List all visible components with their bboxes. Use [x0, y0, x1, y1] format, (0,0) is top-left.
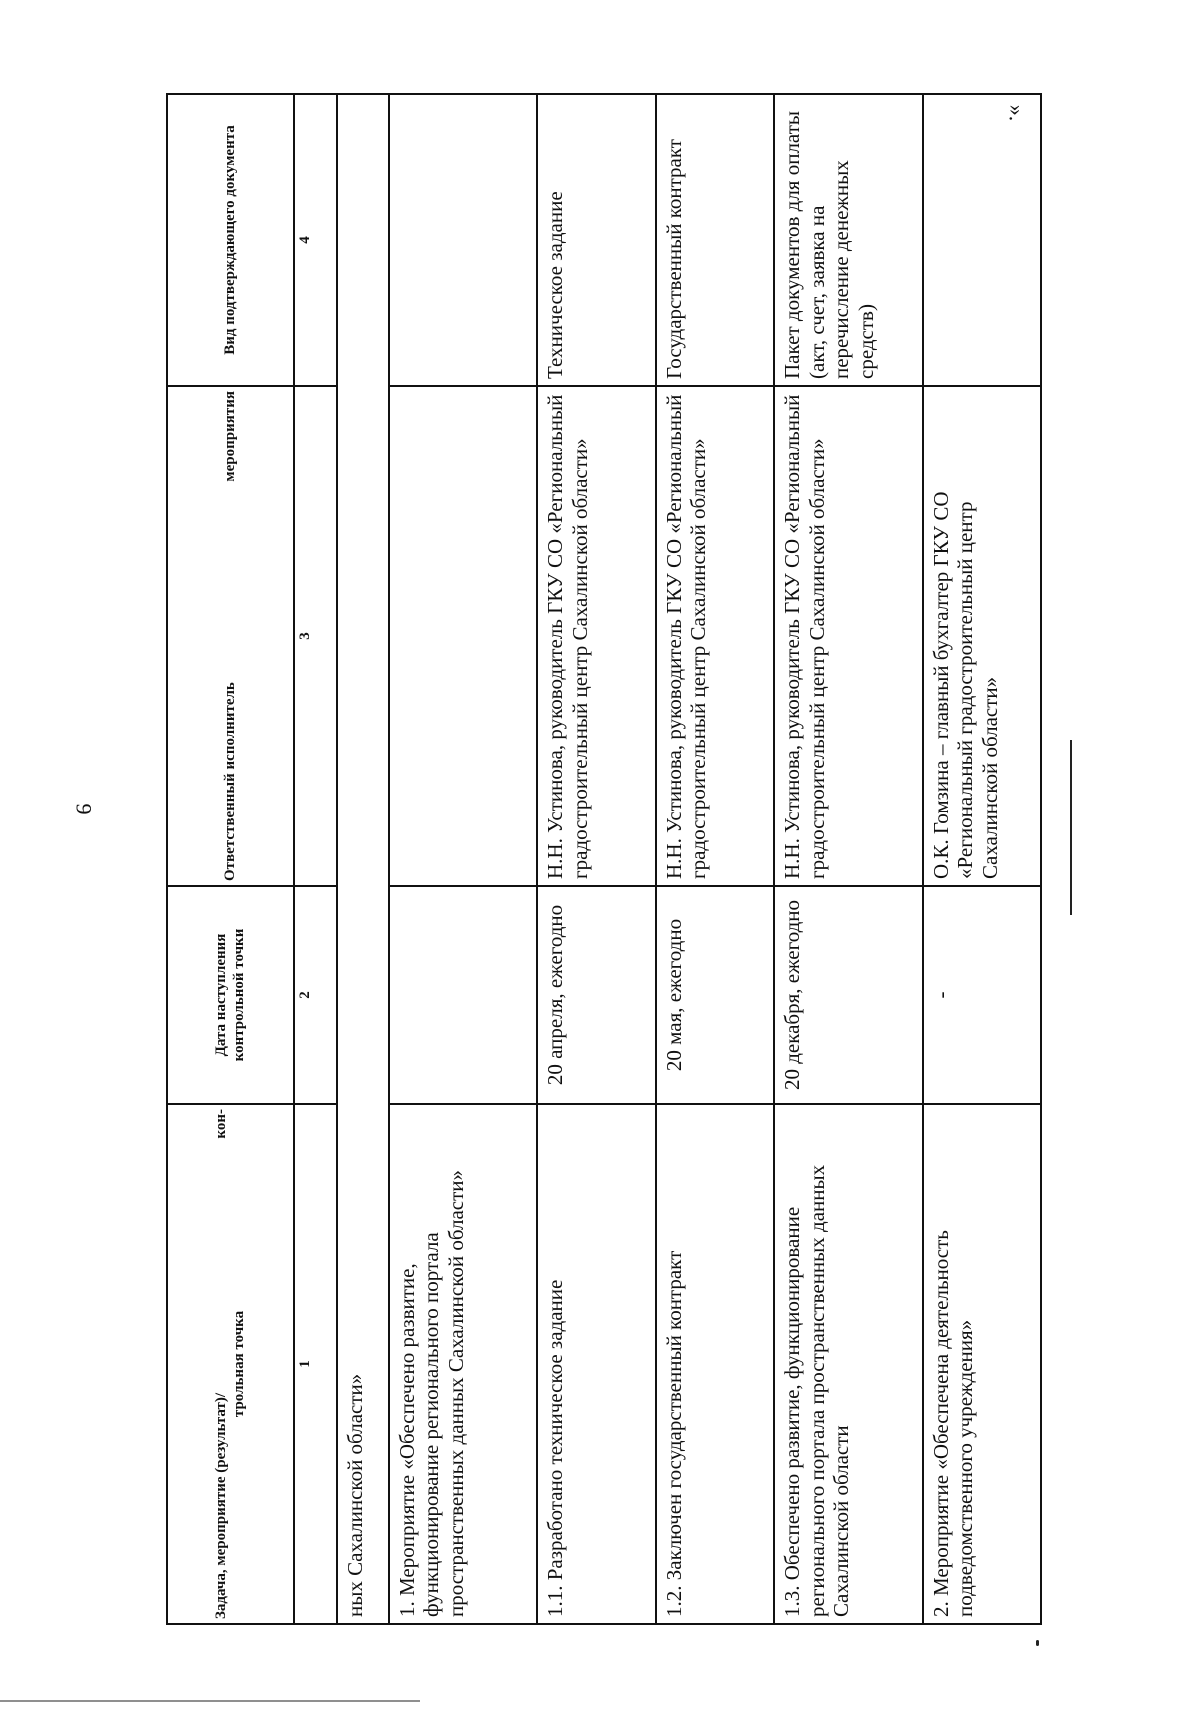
row-date: -	[923, 886, 1041, 1104]
header-task-part-c: трольная точка	[230, 1310, 247, 1418]
header-executor-part-a: Ответственный исполнитель	[221, 682, 238, 881]
row-executor	[389, 386, 538, 886]
table-row	[537, 94, 655, 1624]
section-row	[337, 94, 389, 1624]
row-task: 1.1. Разработано техническое задание	[537, 1104, 655, 1624]
row-document: Пакет документов для оплаты (акт, счет, заявка на перечисление денежных средств)	[774, 94, 923, 386]
section-continuation: ных Сахалинской области»	[337, 94, 389, 1624]
header-task-part-b: кон-	[212, 1109, 229, 1139]
row-date: 20 декабря, ежегодно	[774, 886, 923, 1104]
column-number: 2	[294, 886, 337, 1104]
column-number: 3	[294, 386, 337, 886]
row-date	[389, 886, 538, 1104]
header-document: Вид подтверждающего документа	[167, 94, 294, 386]
column-number: 1	[294, 1104, 337, 1624]
page-number: 9	[71, 803, 97, 815]
row-executor: О.К. Гомзина – главный бухгалтер ГКУ СО «Региональный градостроительный центр Сахалинской области»	[923, 386, 1041, 886]
header-date: Дата наступления контрольной точки	[167, 886, 294, 1104]
footnote-rule	[1070, 740, 1072, 915]
row-date: 20 апреля, ежегодно	[537, 886, 655, 1104]
table-row	[389, 94, 538, 1624]
scan-speck	[1036, 1640, 1039, 1646]
header-task	[167, 1104, 294, 1624]
row-date: 20 мая, ежегодно	[656, 886, 774, 1104]
row-task: 1.3. Обеспечено развитие, функционирование регионального портала пространственных данных Сахалинской области	[774, 1104, 923, 1624]
table-row	[656, 94, 774, 1624]
control-points-table	[166, 95, 1042, 1625]
row-executor: Н.Н. Устинова, руководитель ГКУ СО «Региональный градостроительный центр Сахалинской области»	[537, 386, 655, 886]
row-task: 2. Мероприятие «Обеспечена деятельность подведомственного учреждения»	[923, 1104, 1041, 1624]
row-executor: Н.Н. Устинова, руководитель ГКУ СО «Региональный градостроительный центр Сахалинской области»	[656, 386, 774, 886]
header-executor	[167, 386, 294, 886]
row-document	[389, 94, 538, 386]
table-header-row	[167, 94, 294, 1624]
column-number: 4	[294, 94, 337, 386]
row-executor: Н.Н. Устинова, руководитель ГКУ СО «Региональный градостроительный центр Сахалинской области»	[774, 386, 923, 886]
closing-quote: ».	[1004, 104, 1030, 122]
row-document: Государственный контракт	[656, 94, 774, 386]
row-task: 1. Мероприятие «Обеспечено развитие, функционирование регионального портала пространственных данных Сахалинской области»	[389, 1104, 538, 1624]
table-row	[774, 94, 923, 1624]
row-document	[923, 94, 1041, 386]
scan-edge-line	[0, 1700, 420, 1702]
row-task: 1.2. Заключен государственный контракт	[656, 1104, 774, 1624]
column-number-row	[294, 94, 337, 1624]
table-row	[923, 94, 1041, 1624]
header-executor-part-b: мероприятия	[221, 391, 238, 482]
header-task-part-a: Задача, мероприятие (результат)/	[212, 1392, 229, 1619]
row-document: Техническое задание	[537, 94, 655, 386]
